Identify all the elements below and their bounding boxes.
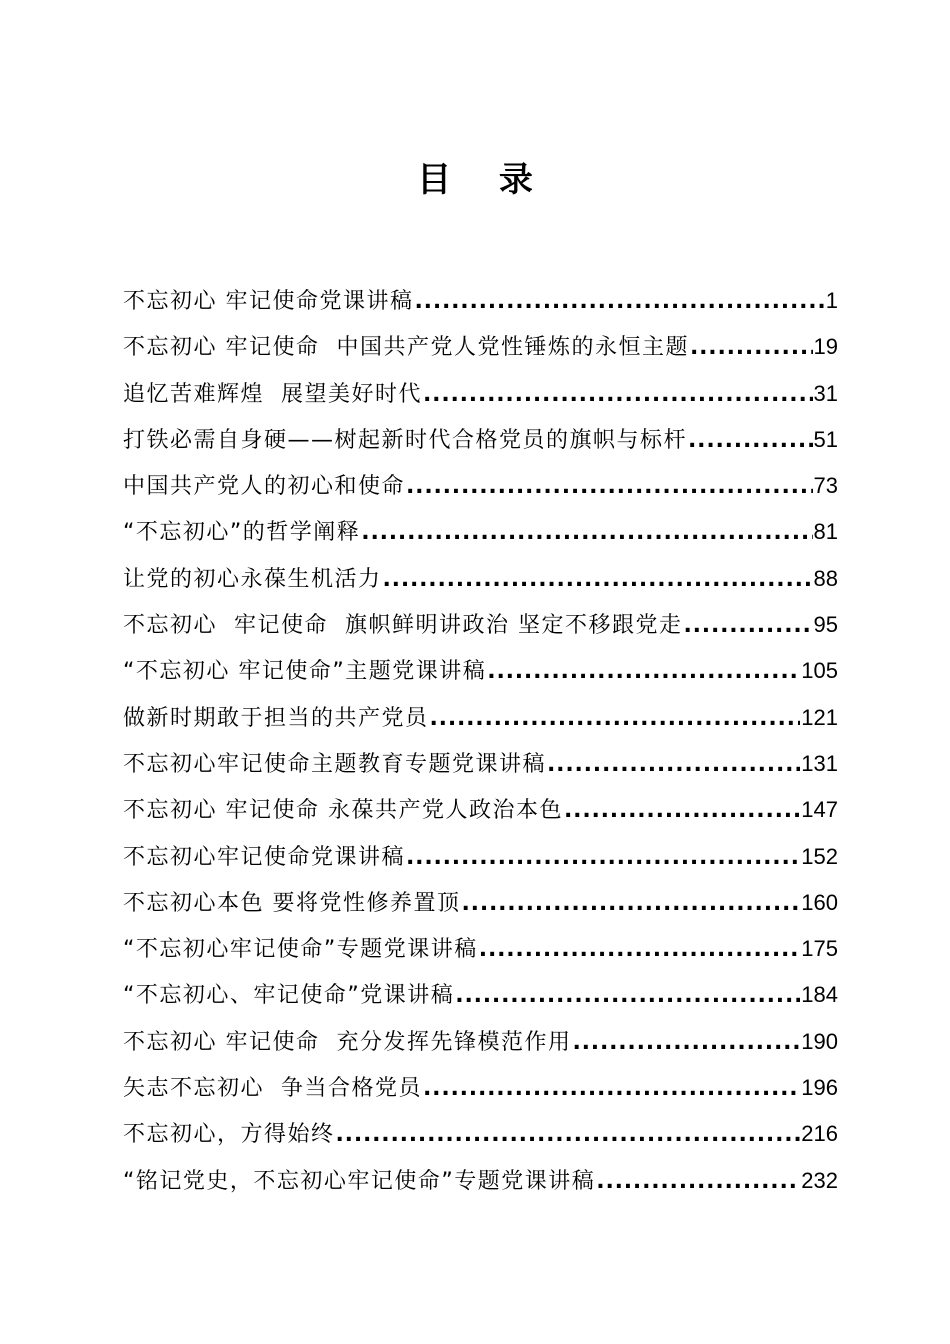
toc-page-number: 131: [801, 750, 838, 776]
toc-page-number: 152: [801, 843, 838, 869]
toc-entry: [123, 741, 838, 787]
toc-entry: [123, 834, 838, 880]
toc-dot-leader: [683, 603, 812, 648]
toc-dot-leader: [415, 279, 825, 324]
toc-dot-leader: [455, 973, 800, 1018]
toc-page-number: 88: [813, 565, 838, 591]
toc-entry-title: 不忘初心 牢记使命党课讲稿: [123, 289, 414, 314]
toc-entry-title: “不忘初心牢记使命”专题党课讲稿: [123, 937, 478, 963]
toc-page-number: 232: [801, 1167, 838, 1193]
toc-entry-title: 不忘初心 牢记使命 永葆共产党人政治本色: [123, 798, 563, 824]
toc-entry-title: 打铁必需自身硬——树起新时代合格党员的旗帜与标杆: [123, 427, 688, 453]
toc-entry-title: 不忘初心牢记使命主题教育专题党课讲稿: [123, 751, 547, 777]
toc-dot-leader: [406, 835, 800, 880]
toc-page-number: 121: [801, 704, 838, 730]
toc-page-number: 31: [813, 380, 838, 406]
toc-entry: [123, 787, 838, 833]
toc-page-number: 196: [801, 1075, 838, 1101]
toc-page-number: 147: [801, 797, 838, 823]
toc-dot-leader: [406, 464, 813, 509]
toc-entry: [123, 417, 838, 463]
toc-entry-title: “不忘初心 牢记使命”主题党课讲稿: [123, 659, 487, 685]
toc-entry-title: “不忘初心、牢记使命”党课讲稿: [123, 983, 455, 1009]
toc-page-number: 175: [801, 936, 838, 962]
toc-entry: [123, 1158, 838, 1204]
toc-dot-leader: [423, 1066, 800, 1111]
toc-entry: [123, 278, 838, 324]
toc-dot-leader: [690, 325, 813, 370]
toc-page-number: 1: [825, 288, 838, 313]
toc-entry: [123, 972, 838, 1018]
toc-dot-leader: [547, 742, 800, 787]
toc-entry: [123, 695, 838, 741]
toc-dot-leader: [572, 1020, 800, 1065]
toc-entry: [123, 509, 838, 555]
toc-dot-leader: [423, 372, 813, 417]
toc-entry: [123, 1065, 838, 1111]
toc-dot-leader: [564, 788, 800, 833]
toc-dot-leader: [462, 881, 801, 926]
toc-entry-title: 不忘初心本色 要将党性修养置顶: [123, 890, 461, 916]
toc-entry: [123, 1019, 838, 1065]
toc-entry: [123, 648, 838, 694]
toc-dot-leader: [430, 696, 801, 741]
toc-dot-leader: [596, 1159, 800, 1204]
toc-page-number: 81: [813, 519, 838, 545]
toc-dot-leader: [487, 649, 800, 694]
toc-entry-title: 不忘初心，方得始终: [123, 1122, 335, 1148]
toc-entry-title: 追忆苦难辉煌 展望美好时代: [123, 381, 422, 407]
toc-entry: [123, 556, 838, 602]
toc-page-number: 216: [801, 1121, 838, 1147]
toc-page-number: 73: [813, 473, 838, 499]
toc-entry-title: 让党的初心永葆生机活力: [123, 566, 382, 592]
toc-entry: [123, 371, 838, 417]
table-of-contents: [123, 278, 838, 1204]
toc-dot-leader: [479, 927, 800, 972]
toc-page-number: 184: [801, 982, 838, 1008]
toc-page-number: 105: [801, 658, 838, 684]
toc-entry-title: 中国共产党人的初心和使命: [123, 474, 406, 500]
toc-entry-title: 做新时期敢于担当的共产党员: [123, 705, 429, 731]
toc-entry-title: 不忘初心 牢记使命 充分发挥先锋模范作用: [123, 1029, 572, 1055]
toc-dot-leader: [688, 418, 813, 463]
toc-dot-leader: [361, 510, 812, 555]
toc-entry-title: “铭记党史，不忘初心牢记使命”专题党课讲稿: [123, 1168, 596, 1194]
toc-entry-title: 不忘初心牢记使命党课讲稿: [123, 844, 406, 870]
toc-page-number: 51: [813, 426, 838, 452]
toc-entry: [123, 602, 838, 648]
toc-page-number: 160: [801, 889, 838, 915]
toc-entry-title: 不忘初心 牢记使命 中国共产党人党性锤炼的永恒主题: [123, 335, 689, 361]
toc-entry-title: “不忘初心”的哲学阐释: [123, 520, 361, 546]
toc-dot-leader: [383, 557, 813, 602]
toc-entry: [123, 1111, 838, 1157]
toc-entry: [123, 463, 838, 509]
toc-dot-leader: [336, 1112, 801, 1157]
toc-page-number: 19: [813, 334, 838, 360]
toc-entry: [123, 324, 838, 370]
toc-page-number: 190: [801, 1028, 838, 1054]
toc-entry: [123, 926, 838, 972]
toc-entry-title: 不忘初心 牢记使命 旗帜鲜明讲政治 坚定不移跟党走: [123, 613, 683, 639]
toc-entry-title: 矢志不忘初心 争当合格党员: [123, 1076, 422, 1102]
page-title: 目 录: [417, 160, 551, 200]
toc-page-number: 95: [813, 612, 838, 638]
toc-entry: [123, 880, 838, 926]
